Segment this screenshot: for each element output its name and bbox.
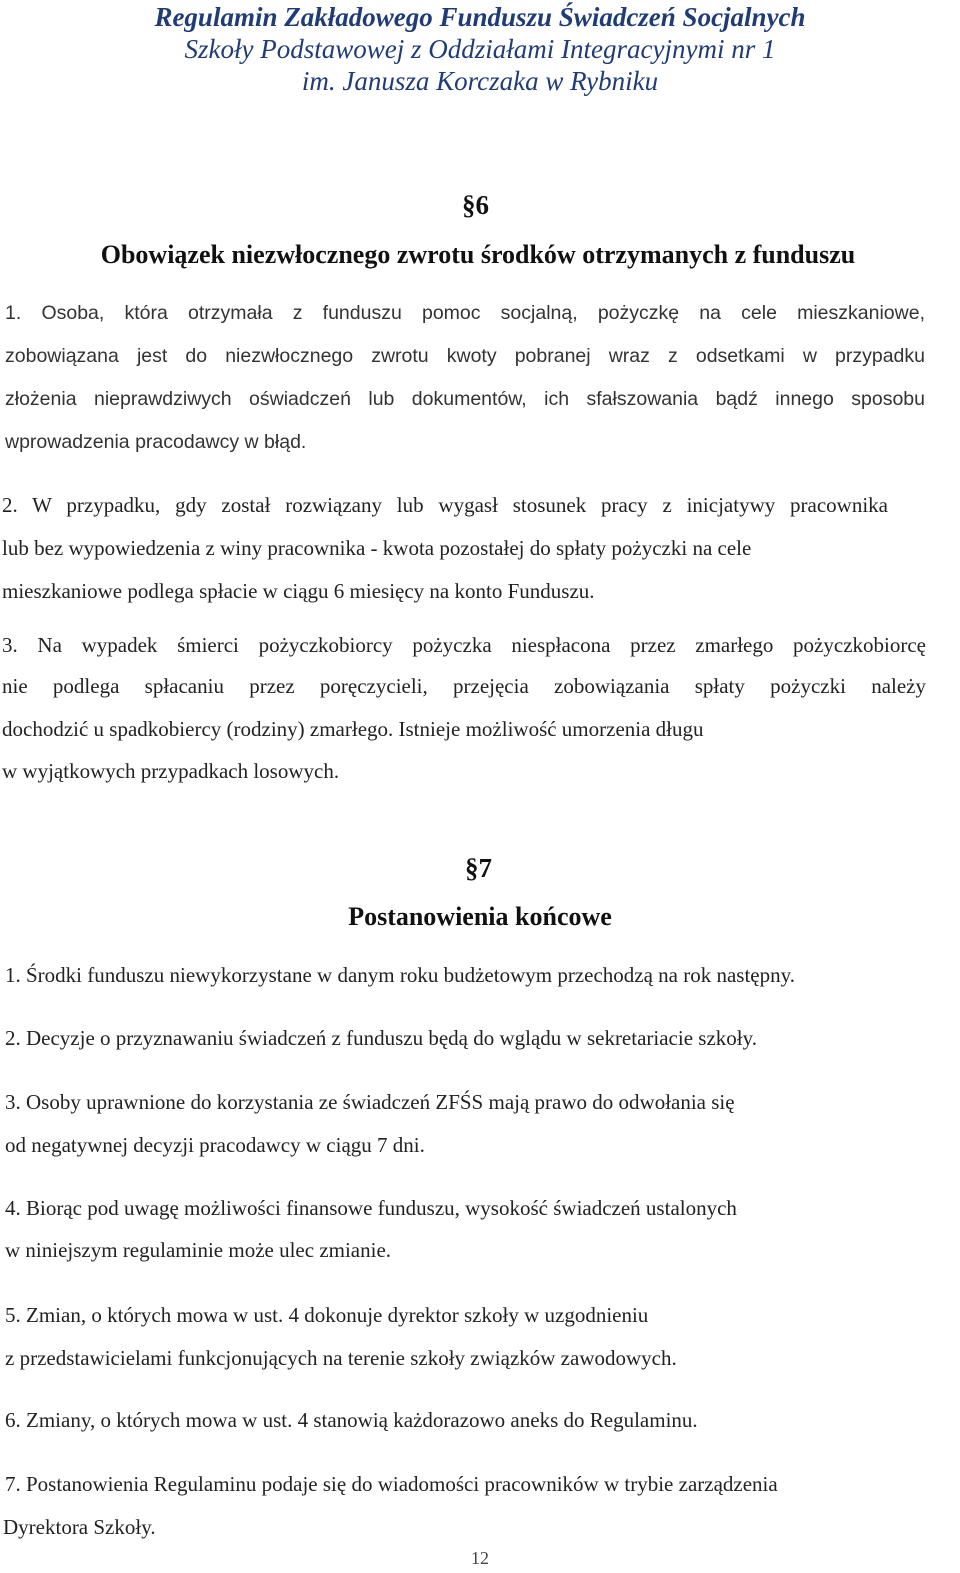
section-6-p3-line-3: dochodzić u spadkobiercy (rodziny) zmarłego. Istnieje możliwość umorzenia długu [2,717,704,741]
section-6-p1-line-3: złożenia nieprawdziwych oświadczeń lub dokumentów, ich sfałszowania bądź innego sposobu [5,388,925,410]
section-7-item-4-line-1: 4. Biorąc pod uwagę możliwości finansowe funduszu, wysokość świadczeń ustalonych [5,1196,737,1220]
section-6-p3-line-4: w wyjątkowych przypadkach losowych. [2,759,340,783]
header-school-name: Szkoły Podstawowej z Oddziałami Integracyjnymi nr 1 [184,34,776,64]
header-school-patron: im. Janusza Korczaka w Rybniku [301,66,659,96]
page-number: 12 [471,1548,489,1568]
section-6-p1-line-2: zobowiązana jest do niezwłocznego zwrotu kwoty pobranej wraz z odsetkami w przypadku [5,345,925,367]
section-7-item-3-line-1: 3. Osoby uprawnione do korzystania ze świadczeń ZFŚS mają prawo do odwołania się [5,1090,735,1114]
section-7-item-4-line-2: w niniejszym regulaminie może ulec zmianie. [5,1238,392,1262]
section-7-item-1: 1. Środki funduszu niewykorzystane w danym roku budżetowym przechodzą na rok następny. [5,963,796,987]
section-7-title: Postanowienia końcowe [348,902,612,931]
header-title: Regulamin Zakładowego Funduszu Świadczeń Socjalnych [154,2,806,32]
section-6-p1-line-4: wprowadzenia pracodawcy w błąd. [5,431,307,453]
section-6-number: §6 [462,190,489,220]
section-7-item-5-line-2: z przedstawicielami funkcjonujących na terenie szkoły związków zawodowych. [5,1346,677,1370]
section-7-item-5-line-1: 5. Zmian, o których mowa w ust. 4 dokonuje dyrektor szkoły w uzgodnieniu [5,1303,649,1327]
section-6-p1-line-1: 1. Osoba, która otrzymała z funduszu pomoc socjalną, pożyczkę na cele mieszkaniowe, [5,302,925,324]
section-7-item-3-line-2: od negatywnej decyzji pracodawcy w ciągu 7 dni. [5,1133,425,1157]
section-6-p2-line-3: mieszkaniowe podlega spłacie w ciągu 6 miesięcy na konto Funduszu. [2,579,595,603]
section-6-p3-line-2: nie podlega spłacaniu przez poręczycieli, przejęcia zobowiązania spłaty pożyczki należy [2,674,926,698]
section-7-item-2: 2. Decyzje o przyznawaniu świadczeń z funduszu będą do wglądu w sekretariacie szkoły. [5,1026,758,1050]
section-6-p2-line-1: 2. W przypadku, gdy został rozwiązany lub wygasł stosunek pracy z inicjatywy pracownika [2,493,888,517]
section-6-p3-line-1: 3. Na wypadek śmierci pożyczkobiorcy pożyczka niespłacona przez zmarłego pożyczkobiorcę [2,633,926,657]
section-7-item-7-line-1: 7. Postanowienia Regulaminu podaje się do wiadomości pracowników w trybie zarządzenia [5,1472,778,1496]
section-7-item-7-line-2: Dyrektora Szkoły. [3,1515,156,1539]
section-7-item-6: 6. Zmiany, o których mowa w ust. 4 stanowią każdorazowo aneks do Regulaminu. [5,1408,698,1432]
section-6-p2-line-2: lub bez wypowiedzenia z winy pracownika - kwota pozostałej do spłaty pożyczki na cele [2,536,752,560]
section-7-number: §7 [465,853,492,883]
section-6-title: Obowiązek niezwłocznego zwrotu środków otrzymanych z funduszu [100,240,856,269]
